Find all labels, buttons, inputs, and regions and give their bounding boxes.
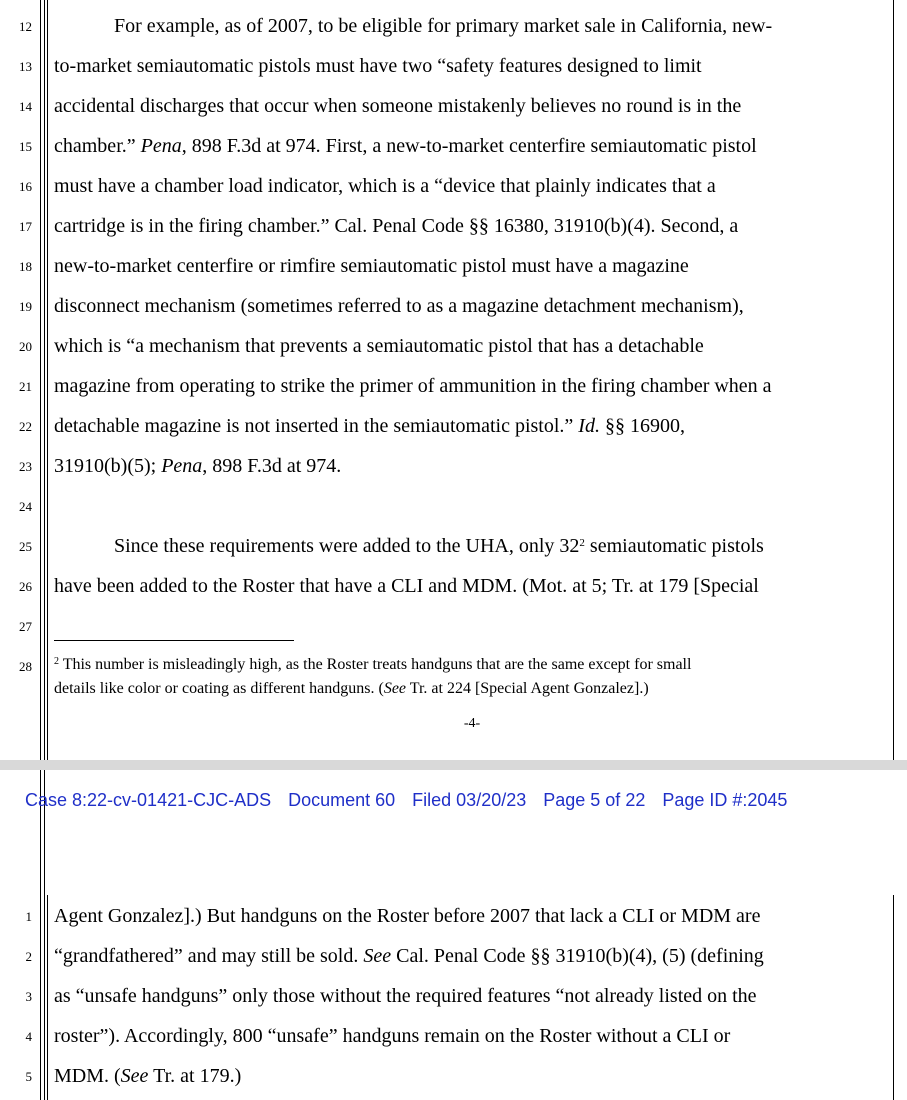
text-run: Tr. at 179.) xyxy=(148,1065,242,1087)
text-line xyxy=(54,946,764,966)
text-line: must have a chamber load indicator, which is a “device that plainly indicates that a xyxy=(54,175,716,197)
line-number: 21 xyxy=(19,379,32,394)
text-line: as “unsafe handguns” only those without the required features “not already listed on the xyxy=(54,985,757,1007)
text-line: to-market semiautomatic pistols must have two “safety features designed to limit xyxy=(54,55,702,77)
footnote-line xyxy=(54,681,649,697)
text-line xyxy=(54,456,341,476)
left-margin-rule xyxy=(40,0,41,760)
text-run: 31910(b)(5); xyxy=(54,455,162,477)
case-citation: Pena xyxy=(140,135,182,157)
line-number: 17 xyxy=(19,219,32,234)
text-line xyxy=(54,136,757,156)
line-number: 26 xyxy=(19,579,32,594)
page-number: -4- xyxy=(463,716,481,731)
text-line: Agent Gonzalez].) But handguns on the Roster before 2007 that lack a CLI or MDM are xyxy=(54,905,761,927)
text-run: chamber.” xyxy=(54,135,141,157)
footnote-line xyxy=(54,657,691,673)
line-number: 27 xyxy=(19,619,32,634)
line-number: 2 xyxy=(25,949,32,964)
footnote-reference[interactable]: 2 xyxy=(579,537,585,549)
case-citation: Id. xyxy=(578,415,600,437)
line-number: 15 xyxy=(19,139,32,154)
line-number: 1 xyxy=(25,909,32,924)
text-line: For example, as of 2007, to be eligible for primary market sale in California, new- xyxy=(114,15,773,37)
signal-word: See xyxy=(363,945,392,967)
case-number: Case 8:22-cv-01421-CJC-ADS xyxy=(25,790,272,810)
text-run: Cal. Penal Code §§ 31910(b)(4), (5) (defining xyxy=(391,945,764,967)
text-line xyxy=(114,536,764,556)
right-margin-rule xyxy=(893,895,894,1100)
page-count: Page 5 of 22 xyxy=(543,790,646,810)
line-number: 14 xyxy=(19,99,32,114)
text-run: semiautomatic pistols xyxy=(584,535,764,557)
line-number: 4 xyxy=(25,1029,32,1044)
line-number: 22 xyxy=(19,419,32,434)
case-citation: Pena xyxy=(161,455,203,477)
text-run: detachable magazine is not inserted in the semiautomatic pistol.” xyxy=(54,415,579,437)
footnote-marker: 2 xyxy=(54,656,59,667)
line-number: 23 xyxy=(19,459,32,474)
page-break xyxy=(0,760,907,770)
text-run: Tr. at 224 [Special Agent Gonzalez].) xyxy=(406,680,649,697)
filed-date: Filed 03/20/23 xyxy=(412,790,527,810)
left-margin-rule xyxy=(40,770,41,1100)
line-number: 25 xyxy=(19,539,32,554)
text-line: disconnect mechanism (sometimes referred to as a magazine detachment mechanism), xyxy=(54,295,744,317)
page-id: Page ID #:2045 xyxy=(662,790,788,810)
line-number: 3 xyxy=(25,989,32,1004)
text-line: roster”). Accordingly, 800 “unsafe” handguns remain on the Roster without a CLI or xyxy=(54,1025,731,1047)
line-number: 5 xyxy=(25,1069,32,1084)
text-run: §§ 16900, xyxy=(599,415,685,437)
text-run: , 898 F.3d at 974. First, a new-to-market centerfire semiautomatic pistol xyxy=(181,135,757,157)
text-line xyxy=(54,416,685,436)
text-run: This number is misleadingly high, as the Roster treats handguns that are the same except for small xyxy=(59,656,692,673)
line-number: 18 xyxy=(19,259,32,274)
left-margin-rule xyxy=(44,0,45,760)
text-line: accidental discharges that occur when someone mistakenly believes no round is in the xyxy=(54,95,742,117)
text-run: MDM. ( xyxy=(54,1065,121,1087)
text-line: new-to-market centerfire or rimfire semiautomatic pistol must have a magazine xyxy=(54,255,689,277)
line-number: 12 xyxy=(19,19,32,34)
signal-word: See xyxy=(383,680,407,697)
line-number: 28 xyxy=(19,659,32,674)
text-line xyxy=(54,1066,241,1086)
ecf-filing-header xyxy=(25,790,804,811)
line-number: 19 xyxy=(19,299,32,314)
line-number: 13 xyxy=(19,59,32,74)
signal-word: See xyxy=(120,1065,149,1087)
line-number: 24 xyxy=(19,499,32,514)
left-margin-rule xyxy=(47,0,48,760)
left-margin-rule xyxy=(47,895,48,1100)
left-margin-rule xyxy=(44,770,45,1100)
text-run: Since these requirements were added to the UHA, only 32 xyxy=(114,535,580,557)
text-line: have been added to the Roster that have a CLI and MDM. (Mot. at 5; Tr. at 179 [Special xyxy=(54,575,759,597)
line-number: 16 xyxy=(19,179,32,194)
text-run: “grandfathered” and may still be sold. xyxy=(54,945,364,967)
document-number: Document 60 xyxy=(288,790,396,810)
text-run: , 898 F.3d at 974. xyxy=(202,455,342,477)
text-line: magazine from operating to strike the primer of ammunition in the firing chamber when a xyxy=(54,375,772,397)
footnote-separator xyxy=(54,640,294,641)
text-run: details like color or coating as different handguns. ( xyxy=(54,680,384,697)
text-line: cartridge is in the firing chamber.” Cal. Penal Code §§ 16380, 31910(b)(4). Second, a xyxy=(54,215,739,237)
text-line: which is “a mechanism that prevents a semiautomatic pistol that has a detachable xyxy=(54,335,704,357)
right-margin-rule xyxy=(893,0,894,760)
line-number: 20 xyxy=(19,339,32,354)
